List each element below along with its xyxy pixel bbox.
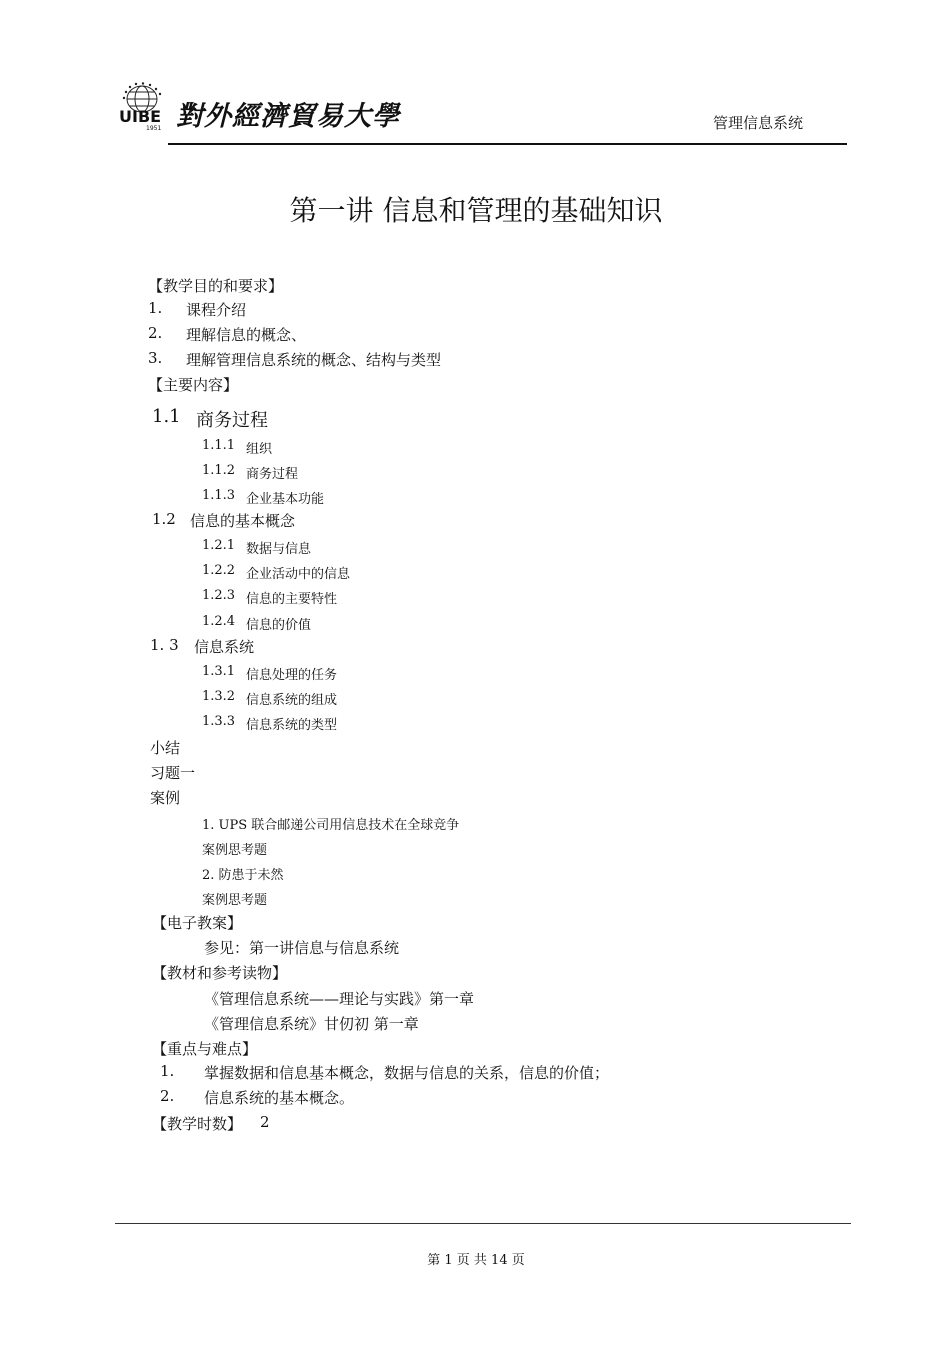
- subsection-num: 1.3.3: [202, 714, 236, 729]
- keypoint-num: 1.: [160, 1062, 175, 1080]
- subsection-num: 1.2.2: [202, 563, 236, 578]
- exercise-label: 习题一: [150, 764, 196, 782]
- subsection-title: 数据与信息: [246, 542, 312, 557]
- objective-num: 3.: [148, 349, 163, 367]
- keypoints-heading: 【重点与难点】: [152, 1040, 258, 1058]
- university-logo: [116, 82, 176, 132]
- subsection-num: 1.2.1: [202, 538, 236, 553]
- courseware-heading: 【电子教案】: [152, 914, 243, 932]
- courseware-text: 参见：第一讲信息与信息系统: [204, 939, 400, 957]
- cases-label: 案例: [150, 789, 181, 807]
- section-num: 1.2: [152, 510, 176, 528]
- summary-label: 小结: [150, 739, 181, 757]
- hours-heading: 【教学时数】: [152, 1115, 243, 1133]
- subsection-num: 1.1.1: [202, 438, 236, 453]
- subsection-num: 1.2.3: [202, 588, 236, 603]
- objective-text: 理解信息的概念、: [186, 326, 307, 344]
- references-heading: 【教材和参考读物】: [152, 964, 288, 982]
- case-item: 案例思考题: [202, 893, 268, 908]
- subsection-title: 企业活动中的信息: [246, 567, 351, 582]
- subsection-num: 1.1.2: [202, 463, 236, 478]
- objective-text: 课程介绍: [186, 301, 247, 319]
- objectives-heading: 【教学目的和要求】: [148, 277, 284, 295]
- logo-text: UIBE: [119, 107, 162, 126]
- keypoint-text: 掌握数据和信息基本概念，数据与信息的关系，信息的价值；: [204, 1064, 610, 1082]
- objective-num: 1.: [148, 299, 163, 317]
- case-item: 2. 防患于未然: [202, 868, 284, 883]
- subsection-title: 信息系统的组成: [246, 693, 338, 708]
- content-heading: 【主要内容】: [148, 376, 239, 394]
- hours-value: 2: [260, 1113, 270, 1131]
- subsection-title: 商务过程: [246, 467, 299, 482]
- keypoint-num: 2.: [160, 1087, 175, 1105]
- subsection-num: 1.1.3: [202, 488, 236, 503]
- page-title: 第一讲 信息和管理的基础知识: [289, 194, 663, 227]
- subsection-title: 组织: [246, 442, 273, 457]
- section-num: 1. 3: [150, 636, 179, 654]
- subsection-title: 信息处理的任务: [246, 668, 338, 683]
- section-title: 商务过程: [196, 410, 268, 431]
- subsection-num: 1.3.2: [202, 689, 236, 704]
- objective-num: 2.: [148, 324, 163, 342]
- header-divider: [168, 143, 847, 145]
- page-footer: 第 1 页 共 14 页: [427, 1253, 525, 1268]
- section-title: 信息系统: [194, 638, 255, 656]
- course-name: 管理信息系统: [713, 114, 804, 132]
- reference-item: 《管理信息系统——理论与实践》第一章: [204, 990, 475, 1008]
- objective-text: 理解管理信息系统的概念、结构与类型: [186, 351, 442, 369]
- case-item: 案例思考题: [202, 843, 268, 858]
- subsection-title: 信息的主要特性: [246, 592, 338, 607]
- logo-year: 1951: [146, 125, 162, 132]
- subsection-title: 企业基本功能: [246, 492, 325, 507]
- subsection-num: 1.3.1: [202, 664, 236, 679]
- subsection-num: 1.2.4: [202, 614, 236, 629]
- subsection-title: 信息系统的类型: [246, 718, 338, 733]
- reference-item: 《管理信息系统》甘仞初 第一章: [204, 1015, 419, 1033]
- keypoint-text: 信息系统的基本概念。: [204, 1089, 355, 1107]
- section-title: 信息的基本概念: [190, 512, 296, 530]
- university-name: 對外經濟貿易大學: [176, 101, 400, 132]
- case-item: 1. UPS 联合邮递公司用信息技术在全球竞争: [202, 818, 460, 833]
- footer-divider: [115, 1223, 851, 1224]
- subsection-title: 信息的价值: [246, 618, 312, 633]
- section-num: 1.1: [152, 406, 181, 427]
